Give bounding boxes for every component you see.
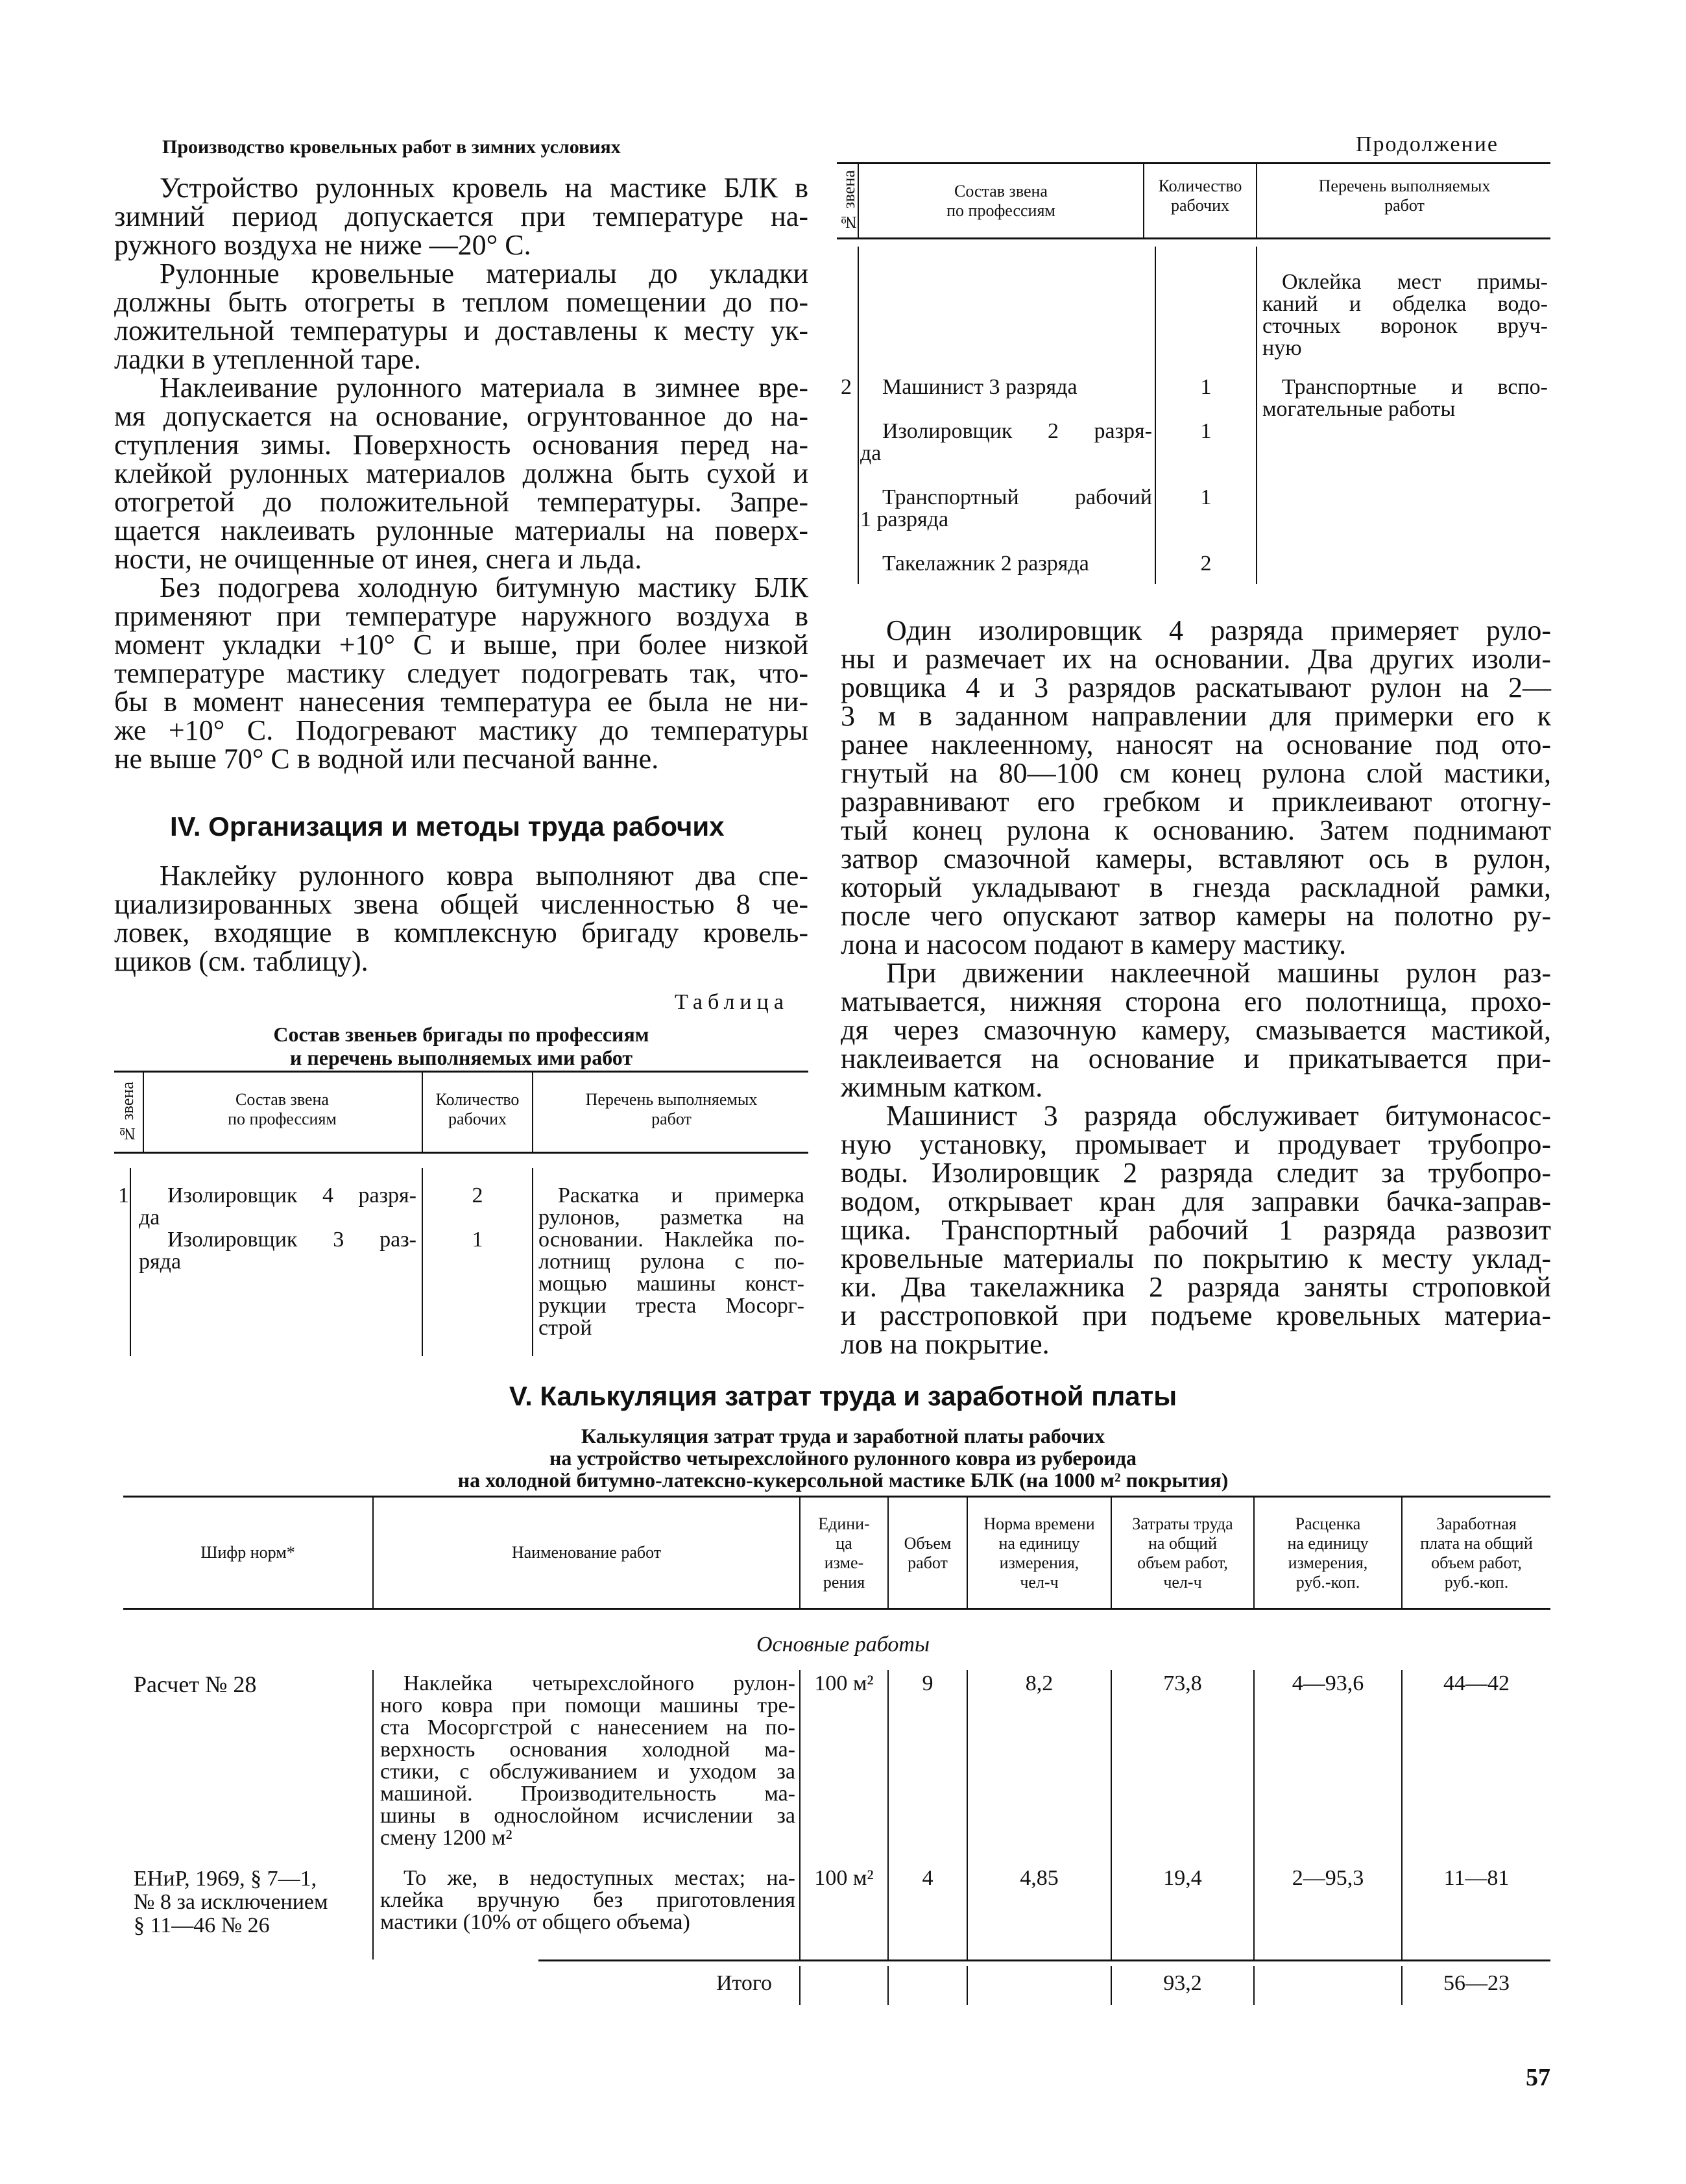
header-line: изме- bbox=[824, 1553, 864, 1572]
text-line: При движении наклеечной машины рулон раз- bbox=[886, 957, 1551, 989]
row1-count bbox=[423, 1185, 532, 1251]
text-line: ложительной температуры и доставлены к месту ук- bbox=[114, 315, 808, 346]
text-line: шины в однослойном исчислении за bbox=[380, 1804, 795, 1828]
text-line: не выше 70° С в водной или песчаной ванне. bbox=[114, 743, 659, 775]
row-code: Расчет № 28 bbox=[134, 1671, 257, 1697]
text-line: ровщика 4 и 3 разрядов раскатывают рулон на 2— bbox=[841, 672, 1551, 703]
header-line: Состав звена bbox=[954, 182, 1048, 200]
table-rule bbox=[123, 1608, 1550, 1610]
text-line: щиков (см. таблицу). bbox=[114, 945, 368, 977]
header-line: Заработная bbox=[1436, 1514, 1517, 1533]
row2-work bbox=[1262, 376, 1548, 420]
row-unit: 100 м² bbox=[814, 1671, 874, 1695]
text-line: температуре мастику следует подогревать так, что- bbox=[114, 657, 808, 689]
header-line: Количество bbox=[435, 1090, 520, 1109]
text-line: бы в момент нанесения температура ее была не ни- bbox=[114, 686, 808, 718]
text-line: должны быть отогреты в теплом помещении до по- bbox=[114, 286, 808, 318]
row-code: ЕНиР, 1969, § 7—1, bbox=[134, 1867, 317, 1891]
paragraph bbox=[114, 374, 808, 574]
paragraph bbox=[114, 574, 808, 773]
text-line: ную установку, промывает и продувает трубопро- bbox=[841, 1128, 1551, 1160]
header-volume bbox=[889, 1534, 967, 1573]
text-line: щика. Транспортный рабочий 1 разряда развозит bbox=[841, 1214, 1551, 1246]
section-label: Основные работы bbox=[756, 1632, 930, 1656]
count-value: 1 bbox=[472, 1228, 483, 1252]
text-line: Изолировщик 2 разря- bbox=[882, 419, 1152, 443]
header-line: руб.-коп. bbox=[1295, 1573, 1360, 1592]
text-line: машиной. Производительность ма- bbox=[380, 1782, 795, 1806]
text-line: водом, открывает кран для заправки бачка-заправ- bbox=[841, 1185, 1551, 1217]
header-line: Норма времени bbox=[983, 1514, 1095, 1533]
text-line: разравнивают его гребком и приклеивают отогну- bbox=[841, 786, 1551, 818]
paragraph bbox=[114, 260, 808, 374]
header-line: работ bbox=[1384, 196, 1425, 215]
text-line: жимным катком. bbox=[841, 1071, 1043, 1103]
text-line: момент укладки +10° С и выше, при более низкой bbox=[114, 629, 808, 661]
header-line: чел-ч bbox=[1020, 1573, 1059, 1592]
text-line: матывается, нижняя сторона его полотнища, прохо- bbox=[841, 986, 1551, 1017]
text-line: ки. Два такелажника 2 разряда заняты строповкой bbox=[841, 1271, 1551, 1303]
text-line: лов на покрытие. bbox=[841, 1328, 1050, 1360]
text-line: да bbox=[139, 1206, 160, 1230]
text-line: тый конец рулона к основанию. Затем поднимают bbox=[841, 814, 1551, 846]
text-line: который укладывают в гнезда раскладной рамки, bbox=[841, 871, 1551, 903]
text-line: ряда bbox=[139, 1250, 182, 1274]
text-line: клейка вручную без приготовления bbox=[380, 1888, 795, 1912]
text-line: да bbox=[860, 441, 882, 465]
count-value: 2 bbox=[472, 1183, 483, 1207]
header-composition bbox=[146, 1090, 418, 1129]
left-column bbox=[114, 174, 808, 773]
table-rule bbox=[837, 162, 1550, 164]
title-line: на холодной битумно-латексно-кукерсольной мастике БЛК (на 1000 м² покрытия) bbox=[457, 1468, 1229, 1492]
header-line: по профессиям bbox=[228, 1110, 337, 1128]
table-rule bbox=[967, 1670, 968, 1960]
header-composition bbox=[860, 182, 1142, 221]
header-line: рения bbox=[823, 1573, 865, 1592]
title-line: Состав звеньев бригады по профессиям bbox=[273, 1023, 649, 1046]
count-value: 2 bbox=[1200, 552, 1212, 576]
row-rate: 4—93,6 bbox=[1292, 1671, 1364, 1695]
text-line: Наклейку рулонного ковра выполняют два спе- bbox=[160, 860, 808, 892]
table-label: Таблица bbox=[675, 990, 789, 1014]
text-line: ладки в утепленной таре. bbox=[114, 343, 421, 375]
table-rule bbox=[114, 1071, 808, 1073]
header-line: на общий bbox=[1148, 1534, 1218, 1553]
text-line: после чего опускают затвор камеры на полотно ру- bbox=[841, 900, 1551, 932]
text-line: ны и размечает их на основании. Два других изоли- bbox=[841, 643, 1551, 675]
count-value: 1 bbox=[1200, 419, 1212, 443]
text-line: Транспортные и вспо- bbox=[1282, 375, 1548, 399]
header-line: чел-ч bbox=[1163, 1573, 1202, 1592]
text-line: Один изолировщик 4 разряда примеряет руло- bbox=[886, 614, 1551, 646]
header-labor bbox=[1112, 1514, 1253, 1592]
table-rule bbox=[123, 1496, 1550, 1498]
header-count bbox=[1144, 176, 1256, 215]
text-line: наклеивается на основание и прикатывается при- bbox=[841, 1043, 1551, 1074]
total-labor: 93,2 bbox=[1163, 1971, 1202, 1995]
header-work bbox=[535, 1090, 808, 1129]
text-line: Машинист 3 разряда bbox=[882, 375, 1078, 399]
text-line: Без подогрева холодную битумную мастику БЛК bbox=[160, 572, 808, 603]
text-line: и расстроповкой при подъеме кровельных материа- bbox=[841, 1300, 1551, 1331]
header-line: рабочих bbox=[1170, 196, 1230, 215]
header-name: Наименование работ bbox=[511, 1543, 662, 1562]
page-number: 57 bbox=[1526, 2064, 1550, 2091]
header-line: объем работ, bbox=[1431, 1553, 1522, 1572]
text-line: дя через смазочную камеру, смазывается мастикой, bbox=[841, 1014, 1551, 1046]
text-line: щается наклеивать рулонные материалы на поверх- bbox=[114, 515, 808, 546]
section-5-title: V. Калькуляция затрат труда и заработной платы bbox=[509, 1381, 1177, 1411]
text-line: ловек, входящие в комплексную бригаду кровель- bbox=[114, 917, 808, 949]
title-line: и перечень выполняемых ими работ bbox=[289, 1046, 633, 1069]
row1-num: 1 bbox=[118, 1183, 129, 1207]
text-line: ступления зимы. Поверхность основания перед на- bbox=[114, 429, 808, 461]
paragraph bbox=[841, 1102, 1551, 1359]
row-volume: 9 bbox=[922, 1671, 933, 1695]
header-line: на единицу bbox=[998, 1534, 1080, 1553]
text-line: строй bbox=[538, 1316, 592, 1340]
header-line: измерения, bbox=[999, 1553, 1079, 1572]
table-rule bbox=[799, 1670, 801, 1960]
header-wage bbox=[1403, 1514, 1550, 1592]
text-line: мощью машины конст- bbox=[538, 1272, 804, 1296]
text-line: применяют при температуре наружного воздуха в bbox=[114, 600, 808, 632]
count-value: 1 bbox=[1200, 485, 1212, 509]
row-norm: 8,2 bbox=[1025, 1671, 1054, 1695]
right-column bbox=[841, 616, 1551, 1359]
table-rule bbox=[799, 1966, 801, 2005]
table-rule bbox=[858, 247, 859, 584]
row1-work bbox=[538, 1185, 804, 1339]
header-line: работ bbox=[651, 1110, 692, 1128]
header-line: Объем bbox=[904, 1534, 952, 1553]
header-line: Едини- bbox=[818, 1514, 870, 1533]
header-line: руб.-коп. bbox=[1444, 1573, 1509, 1592]
text-line: затвор смазочной камеры, вставляют ось в рулон, bbox=[841, 843, 1551, 875]
row-wage: 11—81 bbox=[1443, 1866, 1510, 1890]
table-rule bbox=[837, 237, 1550, 239]
header-line: рабочих bbox=[448, 1110, 507, 1128]
header-num: № звена bbox=[118, 1082, 137, 1144]
calc-table-title bbox=[0, 1425, 1686, 1491]
text-line: кровельные материалы по покрытию к месту уклад- bbox=[841, 1243, 1551, 1274]
row-name bbox=[380, 1673, 795, 1849]
header-code: Шифр норм* bbox=[200, 1543, 295, 1562]
table-rule bbox=[1401, 1670, 1403, 1960]
section-4-title: IV. Организация и методы труда рабочих bbox=[170, 811, 725, 842]
row-norm: 4,85 bbox=[1020, 1866, 1059, 1890]
text-line: Такелажник 2 разряда bbox=[882, 552, 1089, 576]
row-unit: 100 м² bbox=[814, 1866, 874, 1890]
header-norm bbox=[968, 1514, 1111, 1592]
table-rule bbox=[1253, 1670, 1255, 1960]
table-rule bbox=[1111, 1670, 1112, 1960]
header-line: работ bbox=[908, 1553, 948, 1572]
running-title: Производство кровельных работ в зимних условиях bbox=[162, 136, 621, 158]
table-rule bbox=[887, 1966, 889, 2005]
text-line: Изолировщик 4 разря- bbox=[167, 1183, 416, 1207]
row1-work-continued bbox=[1262, 271, 1548, 359]
text-line: циализированных звена общей численностью 8 че- bbox=[114, 888, 808, 920]
text-line: отогретой до положительной температуры. Запре- bbox=[114, 486, 808, 518]
row2-num: 2 bbox=[841, 375, 852, 399]
text-line: Транспортный рабочий bbox=[882, 485, 1152, 509]
table-rule bbox=[532, 1071, 533, 1152]
text-line: мастики (10% от общего объема) bbox=[380, 1910, 690, 1934]
header-line: Перечень выполняемых bbox=[1318, 176, 1491, 195]
table-row bbox=[134, 1673, 256, 1696]
table-rule bbox=[887, 1670, 889, 1960]
header-line: на единицу bbox=[1287, 1534, 1369, 1553]
row-labor: 73,8 bbox=[1163, 1671, 1202, 1695]
table-rule bbox=[130, 1168, 131, 1356]
text-line: ста Мосоргстрой с нанесением на по- bbox=[380, 1716, 795, 1740]
text-line: Оклейка мест примы- bbox=[1282, 270, 1548, 294]
row-rate: 2—95,3 bbox=[1292, 1866, 1364, 1890]
text-line: ности, не очищенные от инея, снега и льда. bbox=[114, 543, 642, 575]
text-line: зимний период допускается при температуре на- bbox=[114, 200, 808, 232]
text-line: рулонов, разметка на bbox=[538, 1206, 804, 1230]
row2-profession bbox=[860, 376, 1152, 575]
text-line: сточных воронок вруч- bbox=[1262, 314, 1548, 338]
table-rule bbox=[1253, 1966, 1255, 2005]
text-line: Наклеивание рулонного материала в зимнее вре- bbox=[160, 372, 808, 404]
title-line: на устройство четырехслойного рулонного ковра из рубероида bbox=[549, 1446, 1137, 1470]
table-rule bbox=[114, 1152, 808, 1154]
text-line: 1 разряда bbox=[860, 507, 949, 531]
row-wage: 44—42 bbox=[1443, 1671, 1510, 1695]
text-line: лона и насосом подают в камеру мастику. bbox=[841, 928, 1347, 960]
table-rule bbox=[538, 1960, 1550, 1961]
header-line: объем работ, bbox=[1137, 1553, 1228, 1572]
count-value: 1 bbox=[1200, 375, 1212, 399]
crew-table-title bbox=[114, 1023, 808, 1069]
text-line: клейкой рулонных материалов должна быть сухой и bbox=[114, 457, 808, 489]
row-code: № 8 за исключением bbox=[134, 1890, 328, 1914]
row-code: § 11—46 № 26 bbox=[134, 1913, 270, 1937]
row-name bbox=[380, 1867, 795, 1934]
header-line: Перечень выполняемых bbox=[585, 1090, 758, 1109]
text-line: 3 м в заданном направлении для примерки его к bbox=[841, 700, 1551, 732]
title-line: Калькуляция затрат труда и заработной платы рабочих bbox=[581, 1424, 1105, 1448]
paragraph bbox=[841, 959, 1551, 1102]
total-wage: 56—23 bbox=[1443, 1971, 1510, 1995]
header-num: № звена bbox=[839, 170, 858, 232]
text-line: Машинист 3 разряда обслуживает битумонасос- bbox=[886, 1100, 1551, 1132]
text-line: смену 1200 м² bbox=[380, 1826, 512, 1850]
text-line: Раскатка и примерка bbox=[558, 1183, 804, 1207]
paragraph bbox=[841, 616, 1551, 959]
header-line: ца bbox=[836, 1534, 852, 1553]
continuation-label: Продолжение bbox=[1356, 132, 1499, 156]
text-line: стики, с обслуживанием и уходом за bbox=[380, 1760, 795, 1784]
text-line: ружного воздуха не ниже —20° С. bbox=[114, 229, 531, 261]
text-line: Рулонные кровельные материалы до укладки bbox=[160, 258, 808, 289]
text-line: рукции треста Мосорг- bbox=[538, 1294, 804, 1318]
text-line: мя допускается на основание, огрунтованное до на- bbox=[114, 400, 808, 432]
header-rate bbox=[1255, 1514, 1401, 1592]
text-line: Устройство рулонных кровель на мастике БЛК в bbox=[160, 172, 808, 204]
text-line: верхность основания холодной ма- bbox=[380, 1738, 795, 1762]
total-label: Итого bbox=[716, 1971, 772, 1995]
table-rule bbox=[967, 1966, 968, 2005]
text-line: То же, в недоступных местах; на- bbox=[403, 1866, 795, 1890]
text-line: Изолировщик 3 раз- bbox=[167, 1228, 416, 1252]
header-line: измерения, bbox=[1288, 1553, 1368, 1572]
table-rule bbox=[143, 1071, 144, 1152]
table-row bbox=[134, 1867, 328, 1937]
row1-profession bbox=[139, 1185, 416, 1273]
table-rule bbox=[532, 1168, 533, 1356]
header-line: Расценка bbox=[1295, 1514, 1361, 1533]
header-work bbox=[1258, 176, 1550, 215]
paragraph bbox=[114, 862, 808, 976]
text-line: ранее наклеенному, наносят на основание под ото- bbox=[841, 729, 1551, 760]
header-line: плата на общий bbox=[1420, 1534, 1533, 1553]
header-count bbox=[423, 1090, 532, 1129]
header-line: Затраты труда bbox=[1132, 1514, 1233, 1533]
row-volume: 4 bbox=[922, 1866, 933, 1890]
header-line: Состав звена bbox=[235, 1090, 329, 1109]
table-rule bbox=[1256, 247, 1257, 584]
paragraph bbox=[114, 174, 808, 260]
text-line: ную bbox=[1262, 336, 1302, 360]
header-line: Количество bbox=[1158, 176, 1242, 195]
text-line: основании. Наклейка по- bbox=[538, 1228, 804, 1252]
text-line: гнутый на 80—100 см конец рулона слой мастики, bbox=[841, 757, 1551, 789]
text-line: воды. Изолировщик 2 разряда следит за трубопро- bbox=[841, 1157, 1551, 1189]
text-line: ного ковра при помощи машины тре- bbox=[380, 1693, 795, 1717]
row-labor: 19,4 bbox=[1163, 1866, 1202, 1890]
table-rule bbox=[1256, 162, 1257, 237]
text-line: могательные работы bbox=[1262, 397, 1456, 421]
text-line: же +10° С. Подогревают мастику до температуры bbox=[114, 714, 808, 746]
text-line: Наклейка четырехслойного рулон- bbox=[403, 1671, 795, 1695]
table-rule bbox=[372, 1670, 374, 1960]
header-line: по профессиям bbox=[946, 201, 1055, 220]
header-unit bbox=[801, 1514, 887, 1592]
text-line: каний и обделка водо- bbox=[1262, 292, 1548, 316]
text-line: лотнищ рулона с по- bbox=[538, 1250, 804, 1274]
row2-count bbox=[1156, 376, 1256, 575]
